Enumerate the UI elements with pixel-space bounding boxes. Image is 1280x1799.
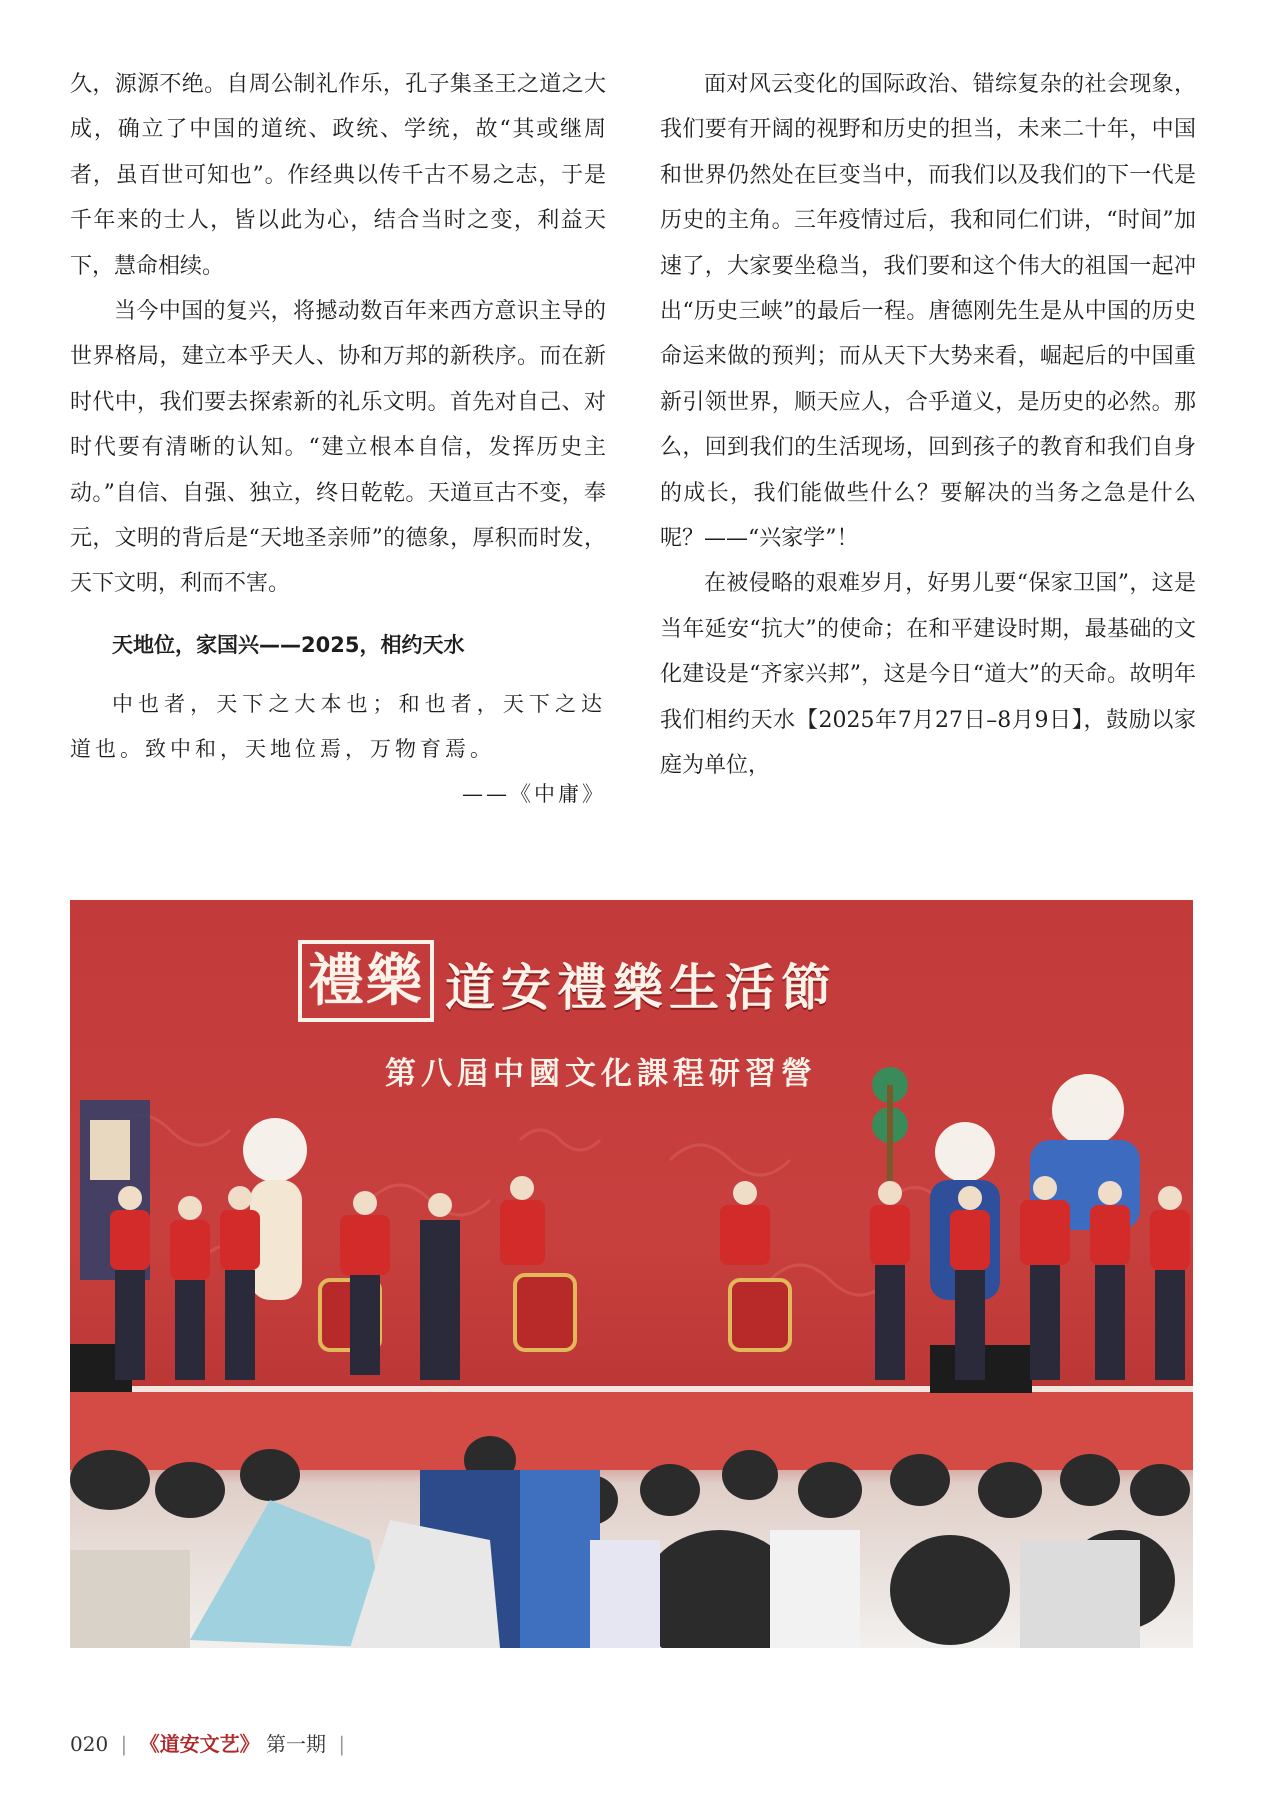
left-paragraph-1: 久，源源不绝。自周公制礼作乐，孔子集圣王之道之大成，确立了中国的道统、政统、学统，故“其或继周者，虽百世可知也”。作经典以传千古不易之志，于是千年来的士人，皆以此为心，结合当时之变，利益天下，慧命相续。 xyxy=(70,72,606,279)
left-paragraph-2: 当今中国的复兴，将撼动数百年来西方意识主导的世界格局，建立本乎天人、协和万邦的新秩序。而在新时代中，我们要去探索新的礼乐文明。首先对自己、对时代要有清晰的认知。“建立根本自信，发挥历史主动。”自信、自强、独立，终日乾乾。天道亘古不变，奉元，文明的背后是“天地圣亲师”的德象，厚积而时发，天下文明，利而不害。 xyxy=(70,299,606,597)
issue-label: 第一期 xyxy=(266,1732,327,1756)
section-subheading: 天地位，家国兴——2025，相约天水 xyxy=(112,632,465,657)
festival-photo xyxy=(70,900,1193,1648)
banner-subtitle: 第八屆中國文化課程研習營 xyxy=(385,1056,817,1092)
right-paragraph-2: 在被侵略的艰难岁月，好男儿要“保家卫国”，这是当年延安“抗大”的使命；在和平建设时期，最基础的文化建设是“齐家兴邦”，这是今日“道大”的天命。故明年我们相约天水【2025年7月27日–8月9日】，鼓励以家庭为单位， xyxy=(660,571,1196,779)
page-footer xyxy=(70,1728,351,1757)
seal-logo: 禮樂 xyxy=(298,940,434,1022)
footer-separator: | xyxy=(120,1732,128,1756)
banner-title: 道安禮樂生活節 xyxy=(445,958,837,1017)
right-paragraph-1: 面对风云变化的国际政治、错综复杂的社会现象，我们要有开阔的视野和历史的担当，未来二十年，中国和世界仍然处在巨变当中，而我们以及我们的下一代是历史的主角。三年疫情过后，我和同仁们讲，“时间”加速了，大家要坐稳当，我们要和这个伟大的祖国一起冲出“历史三峡”的最后一程。唐德刚先生是从中国的历史命运来做的预判；而从天下大势来看，崛起后的中国重新引领世界，顺天应人，合乎道义，是历史的必然。那么，回到我们的生活现场，回到孩子的教育和我们自身的成长，我们能做些什么？要解决的当务之急是什么呢？——“兴家学”！ xyxy=(660,72,1196,552)
footer-separator-end: | xyxy=(338,1732,346,1756)
classic-quote: 中也者，天下之大本也；和也者，天下之达道也。致中和，天地位焉，万物育焉。 xyxy=(70,691,606,761)
page-number: 020 xyxy=(70,1732,109,1756)
right-column xyxy=(660,62,1196,789)
quote-source: ——《中庸》 xyxy=(462,781,606,806)
drums xyxy=(320,1275,790,1350)
left-column xyxy=(70,62,606,817)
magazine-name: 《道安文艺》 xyxy=(139,1732,260,1756)
